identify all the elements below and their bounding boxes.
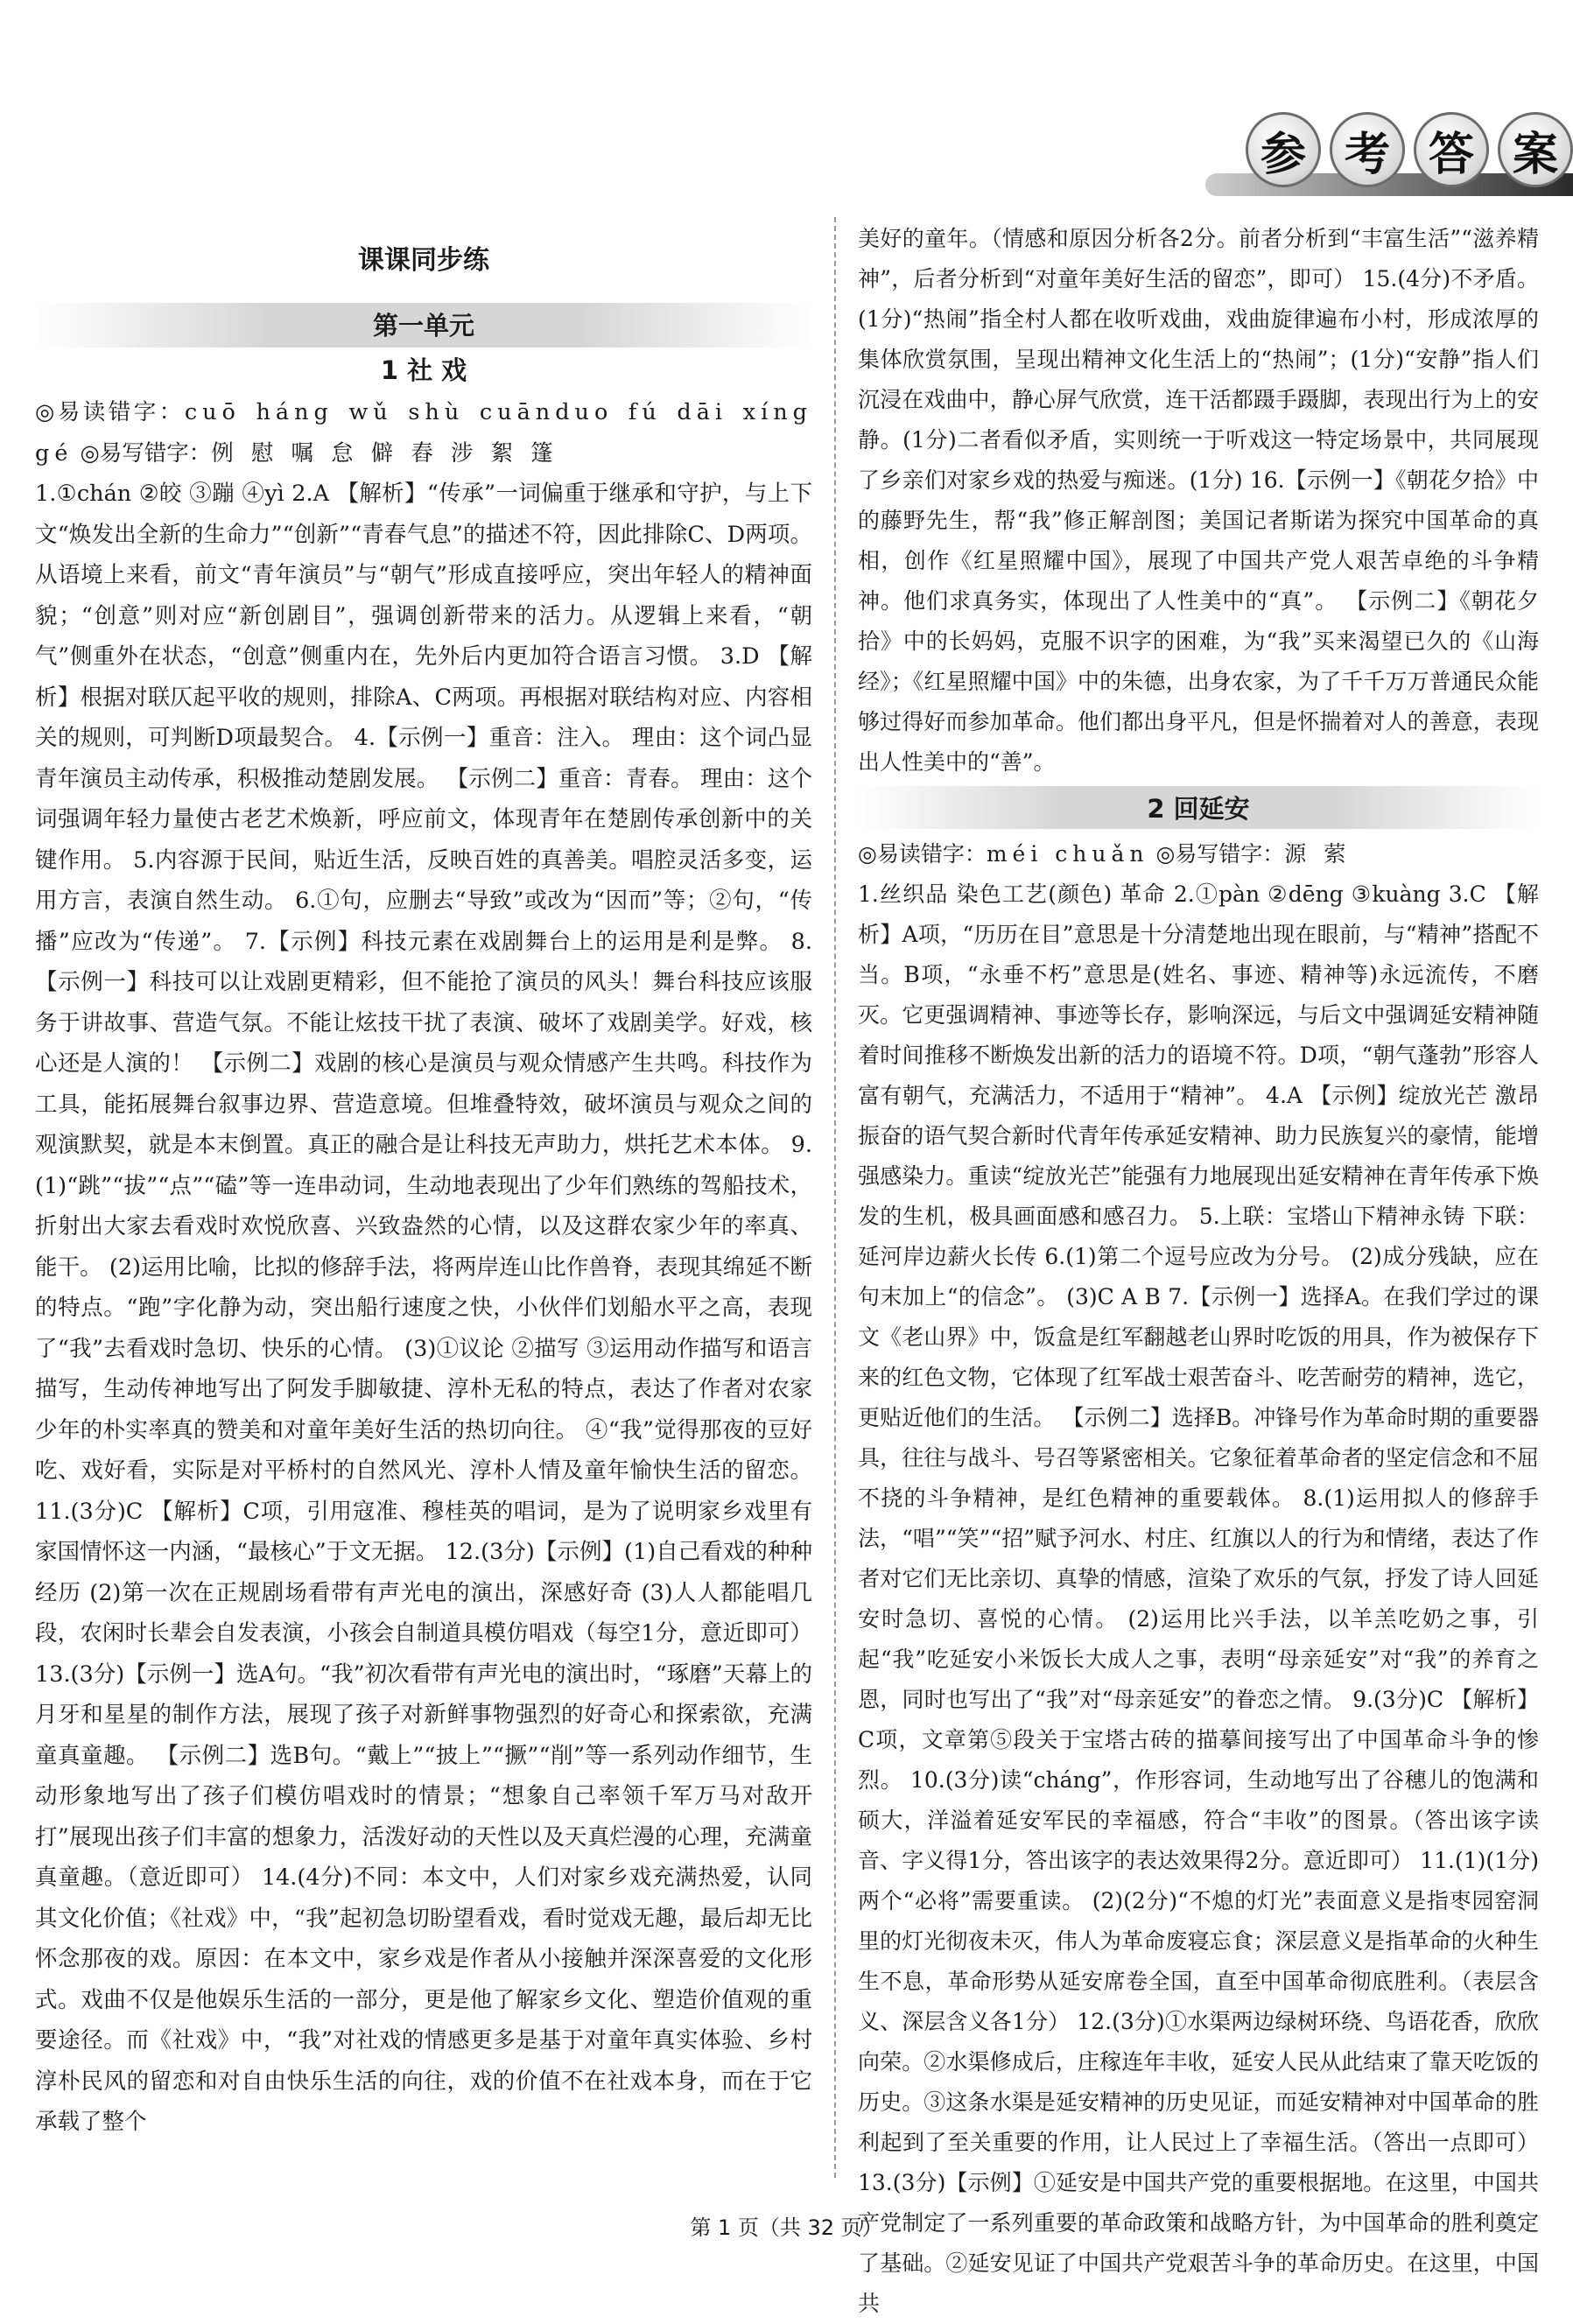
read-label-2: ◎易读错字：	[858, 841, 987, 867]
banner-char-4: 案	[1498, 112, 1573, 187]
right-column	[858, 219, 1539, 2316]
banner-char-2: 考	[1330, 112, 1405, 187]
read-pinyin-2: méi chuǎn	[986, 841, 1149, 867]
left-column	[35, 219, 812, 2180]
lesson-1-answers: 1.①chán ②皎 ③蹦 ④yì 2.A 【解析】“传承”一词偏重于继承和守护，与上下文“焕发出全新的生命力”“创新”“青春气息”的描述不符，因此排除C、D两项。从语境上来看，前文“青年演员”与“朝气”形成直接呼应，突出年轻人的精神面貌；“创意”则对应“新创剧目”，强调创新带来的活力。从逻辑上来看，“朝气”侧重外在状态，“创意”侧重内在，先外后内更加符合语言习惯。 3.D 【解析】根据对联仄起平收的规则，排除A、C两项。再根据对联结构对应、内容相关的规则，可判断D项最契合。 4.【示例一】重音：注入。 理由：这个词凸显青年演员主动传承，积极推动楚剧发展。 【示例二】重音：青春。 理由：这个词强调年轻力量使古老艺术焕新，呼应前文，体现青年在楚剧传承创新中的关键作用。 5.内容源于民间，贴近生活，反映百姓的真善美。唱腔灵活多变，运用方言，表演自然生动。 6.①句，应删去“导致”或改为“因而”等；②句，“传播”应改为“传递”。 7.【示例】科技元素在戏剧舞台上的运用是利是弊。 8.【示例一】科技可以让戏剧更精彩，但不能抢了演员的风头！舞台科技应该服务于讲故事、营造气氛。不能让炫技干扰了表演、破坏了戏剧美学。好戏，核心还是人演的！ 【示例二】戏剧的核心是演员与观众情感产生共鸣。科技作为工具，能拓展舞台叙事边界、营造意境。但堆叠特效，破坏演员与观众之间的观演默契，就是本末倒置。真正的融合是让科技无声助力，烘托艺术本体。 9.(1)“跳”“拔”“点”“磕”等一连串动词，生动地表现出了少年们熟练的驾船技术，折射出大家去看戏时欢悦欣喜、兴致盎然的心情，以及这群农家少年的率真、能干。 (2)运用比喻，比拟的修辞手法，将两岸连山比作兽脊，表现其绵延不断的特点。“跑”字化静为动，突出船行速度之快，小伙伴们划船水平之高，表现了“我”去看戏时急切、快乐的心情。 (3)①议论 ②描写 ③运用动作描写和语言描写，生动传神地写出了阿发手脚敏捷、淳朴无私的特点，表达了作者对农家少年的朴实率真的赞美和对童年美好生活的热切向往。 ④“我”觉得那夜的豆好吃、戏好看，实际是对平桥村的自然风光、淳朴人情及童年愉快生活的留恋。 11.(3分)C 【解析】C项，引用寇准、穆桂英的唱词，是为了说明家乡戏里有家国情怀这一内涵，“最核心”于文无据。 12.(3分)【示例】(1)自己看戏的种种经历 (2)第一次在正规剧场看带有声光电的演出，深感好奇 (3)人人都能唱几段，农闲时长辈会自发表演，小孩会自制道具模仿唱戏（每空1分，意近即可） 13.(3分)【示例一】选A句。“我”初次看带有声光电的演出时，“琢磨”天幕上的月牙和星星的制作方法，展现了孩子对新鲜事物强烈的好奇心和探索欲，充满童真童趣。 【示例二】选B句。“戴上”“披上”“撅”“削”等一系列动作细节，生动形象地写出了孩子们模仿唱戏时的情景；“想象自己率领千军万马对敌开打”展现出孩子们丰富的想象力，活泼好动的天性以及天真烂漫的心理，充满童真童趣。（意近即可） 14.(4分)不同：本文中，人们对家乡戏充满热爱，认同其文化价值；《社戏》中，“我”起初急切盼望看戏，看时觉戏无趣，最后却无比怀念那夜的戏。原因：在本文中，家乡戏是作者从小接触并深深喜爱的文化形式。戏曲不仅是他娱乐生活的一部分，更是他了解家乡文化、塑造价值观的重要途径。而《社戏》中，“我”对社戏的情感更多是基于对童年真实体验、乡村淳朴民风的留恋和对自由快乐生活的向往，戏的价值不在社戏本身，而在于它承载了整个	[35, 481, 812, 2135]
unit-title: 第一单元	[372, 311, 474, 341]
page-footer: 第 1 页（共 32 页）	[690, 2215, 883, 2240]
read-pinyin: cuō háng wǔ shù cuānduo fú dāi xíng gé	[35, 399, 812, 467]
column-divider	[834, 217, 836, 2178]
banner-char-3: 答	[1414, 112, 1489, 187]
write-chars: 例 慰 嘱 怠 僻 舂 涉 絮 篷	[211, 439, 558, 467]
read-label: ◎易读错字：	[35, 399, 185, 425]
banner-char-1: 参	[1246, 112, 1321, 187]
write-label-2: ◎易写错字：	[1155, 841, 1285, 867]
section-title: 课课同步练	[358, 245, 489, 276]
unit-heading	[35, 303, 812, 348]
lesson-1-vocab	[35, 392, 812, 474]
lesson-1-answers-continued: 美好的童年。（情感和原因分析各2分。前者分析到“丰富生活”“滋养精神”，后者分析到“对童年美好生活的留恋”，即可） 15.(4分)不矛盾。(1分)“热闹”指全村人都在收听戏曲，戏曲旋律遍布小村，形成浓厚的集体欣赏氛围，呈现出精神文化生活上的“热闹”；(1分)“安静”指人们沉浸在戏曲中，静心屏气欣赏，连干活都蹑手蹑脚，表现出行为上的安静。(1分)二者看似矛盾，实则统一于听戏这一特定场景中，共同展现了乡亲们对家乡戏的热爱与痴迷。(1分) 16.【示例一】《朝花夕拾》中的藤野先生，帮“我”修正解剖图；美国记者斯诺为探究中国革命的真相，创作《红星照耀中国》，展现了中国共产党人艰苦卓绝的斗争精神。他们求真务实，体现出了人性美中的“真”。 【示例二】《朝花夕拾》中的长妈妈，克服不识字的困难，为“我”买来渴望已久的《山海经》；《红星照耀中国》中的朱德，出身农家，为了千千万万普通民众能够过得好而参加革命。他们都出身平凡，但是怀揣着对人的善意，表现出人性美中的“善”。	[858, 226, 1539, 775]
lesson-2-vocab	[858, 834, 1539, 874]
write-label: ◎易写错字：	[80, 439, 212, 467]
lesson-2-title: 2 回延安	[858, 786, 1539, 829]
answer-key-banner	[1205, 112, 1573, 200]
write-chars-2: 源 萦	[1284, 841, 1352, 867]
lesson-1-title: 1 社 戏	[380, 355, 467, 385]
lesson-2-answers: 1.丝织品 染色工艺(颜色) 革命 2.①pàn ②dēng ③kuàng 3.C 【解析】A项，“历历在目”意思是十分清楚地出现在眼前，与“精神”搭配不当。B项，“永垂不朽”意思是(姓名、事迹、精神等)永远流传，不磨灭。它更强调精神、事迹等长存，影响深远，与后文中强调延安精神随着时间推移不断焕发出新的活力的语境不符。D项，“朝气蓬勃”形容人富有朝气，充满活力，不适用于“精神”。 4.A 【示例】绽放光芒 激昂振奋的语气契合新时代青年传承延安精神、助力民族复兴的豪情，能增强感染力。重读“绽放光芒”能强有力地展现出延安精神在青年传承下焕发的生机，极具画面感和感召力。 5.上联：宝塔山下精神永铸 下联：延河岸边薪火长传 6.(1)第二个逗号应改为分号。 (2)成分残缺，应在句末加上“的信念”。 (3)C A B 7.【示例一】选择A。在我们学过的课文《老山界》中，饭盒是红军翻越老山界时吃饭的用具，作为被保存下来的红色文物，它体现了红军战士艰苦奋斗、吃苦耐劳的精神，选它，更贴近他们的生活。 【示例二】选择B。冲锋号作为革命时期的重要器具，往往与战斗、号召等紧密相关。它象征着革命者的坚定信念和不屈不挠的斗争精神，是红色精神的重要载体。 8.(1)运用拟人的修辞手法，“唱”“笑”“招”赋予河水、村庄、红旗以人的行为和情绪，表达了作者对它们无比亲切、真挚的情感，渲染了欢乐的气氛，抒发了诗人回延安时急切、喜悦的心情。 (2)运用比兴手法，以羊羔吃奶之事，引起“我”吃延安小米饭长大成人之事，表明“母亲延安”对“我”的养育之恩，同时也写出了“我”对“母亲延安”的眷恋之情。 9.(3分)C 【解析】C项，文章第⑤段关于宝塔古砖的描摹间接写出了中国革命斗争的惨烈。 10.(3分)读“cháng”，作形容词，生动地写出了谷穗儿的饱满和硕大，洋溢着延安军民的幸福感，符合“丰收”的图景。（答出该字读音、字义得1分，答出该字的表达效果得2分。意近即可） 11.(1)(1分)两个“必将”需要重读。 (2)(2分)“不熄的灯光”表面意义是指枣园窑洞里的灯光彻夜未灭，伟人为革命废寝忘食；深层意义是指革命的火种生生不息，革命形势从延安席卷全国，直至中国革命彻底胜利。（表层含义、深层含义各1分） 12.(3分)①水渠两边绿树环绕、鸟语花香，欣欣向荣。②水渠修成后，庄稼连年丰收，延安人民从此结束了靠天吃饭的历史。③这条水渠是延安精神的历史见证，而延安精神对中国革命的胜利起到了至关重要的作用，让人民过上了幸福生活。（答出一点即可） 13.(3分)【示例】①延安是中国共产党的重要根据地。在这里，中国共产党制定了一系列重要的革命政策和战略方针，为中国革命的胜利奠定了基础。②延安见证了中国共产党艰苦斗争的革命历史。在这里，中国共	[858, 881, 1539, 2316]
